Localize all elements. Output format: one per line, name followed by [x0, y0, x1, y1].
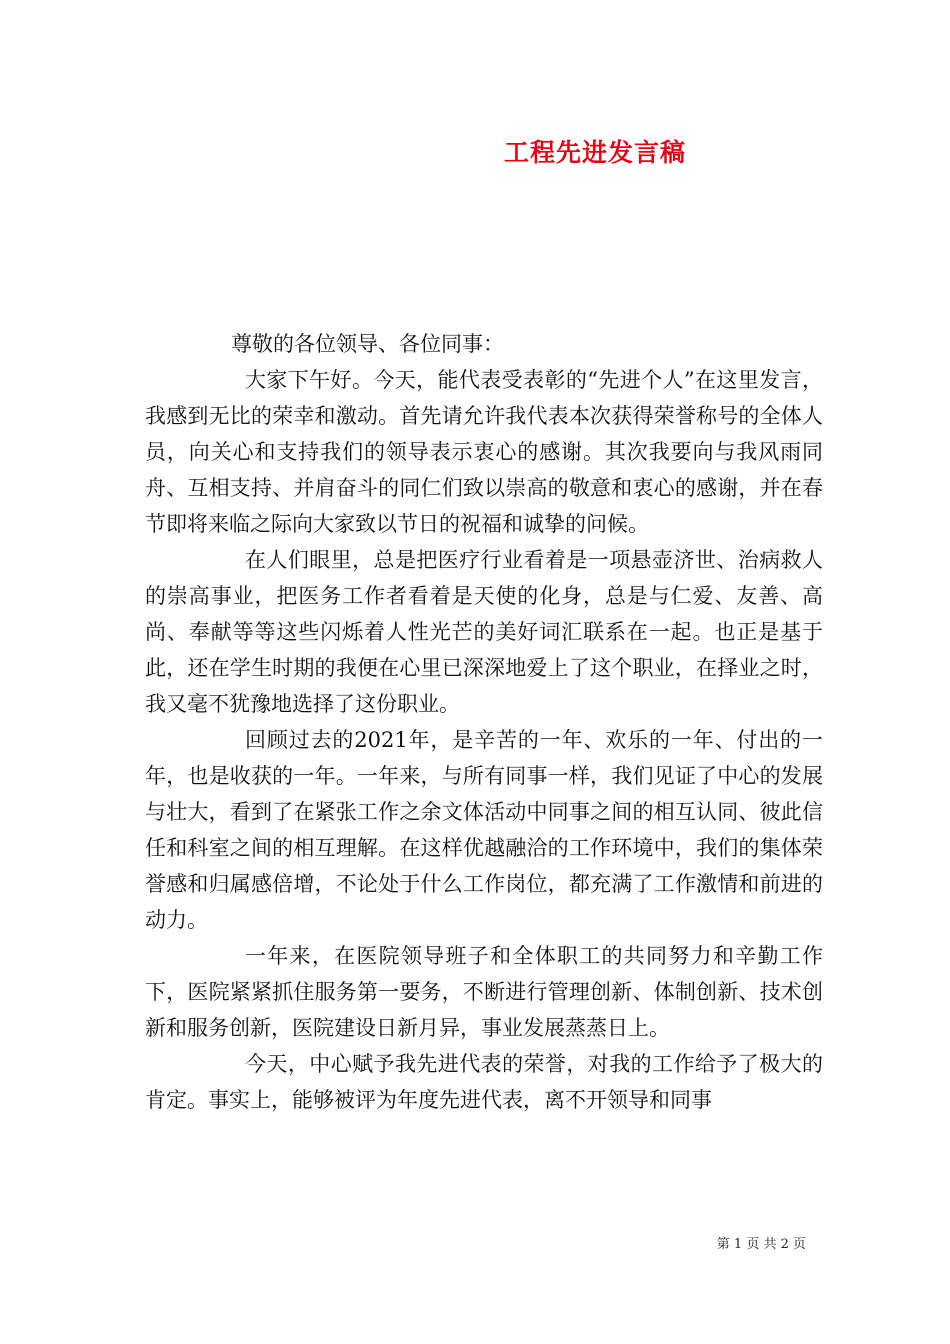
paragraph: 回顾过去的2021年，是辛苦的一年、欢乐的一年、付出的一年，也是收获的一年。一年来，与所有同事一样，我们见证了中心的发展与壮大，看到了在紧张工作之余文体活动中同事之间的相互认同、彼此信任和科室之间的相互理解。在这样优越融洽的工作环境中，我们的集体荣誉感和归属感倍增，不论处于什么工作岗位，都充满了工作激情和前进的动力。	[145, 728, 823, 932]
page-number: 第 1 页 共 2 页	[716, 1237, 806, 1252]
paragraph: 今天，中心赋予我先进代表的荣誉，对我的工作给予了极大的肯定。事实上，能够被评为年度先进代表，离不开领导和同事	[145, 1052, 823, 1112]
document-body	[145, 362, 823, 1118]
paragraph: 一年来，在医院领导班子和全体职工的共同努力和辛勤工作下，医院紧紧抓住服务第一要务，不断进行管理创新、体制创新、技术创新和服务创新，医院建设日新月异，事业发展蒸蒸日上。	[145, 944, 823, 1040]
document-title: 工程先进发言稿	[503, 138, 686, 167]
paragraph: 在人们眼里，总是把医疗行业看着是一项悬壶济世、治病救人的崇高事业，把医务工作者看着是天使的化身，总是与仁爱、友善、高尚、奉献等等这些闪烁着人性光芒的美好词汇联系在一起。也正是基于此，还在学生时期的我便在心里已深深地爱上了这个职业，在择业之时，我又毫不犹豫地选择了这份职业。	[145, 548, 823, 716]
salutation: 尊敬的各位领导、各位同事：	[231, 332, 504, 356]
paragraph: 大家下午好。今天，能代表受表彰的“先进个人”在这里发言，我感到无比的荣幸和激动。首先请允许我代表本次获得荣誉称号的全体人员，向关心和支持我们的领导表示衷心的感谢。其次我要向与我风雨同舟、互相支持、并肩奋斗的同仁们致以崇高的敬意和衷心的感谢，并在春节即将来临之际向大家致以节日的祝福和诚挚的问候。	[145, 368, 823, 536]
